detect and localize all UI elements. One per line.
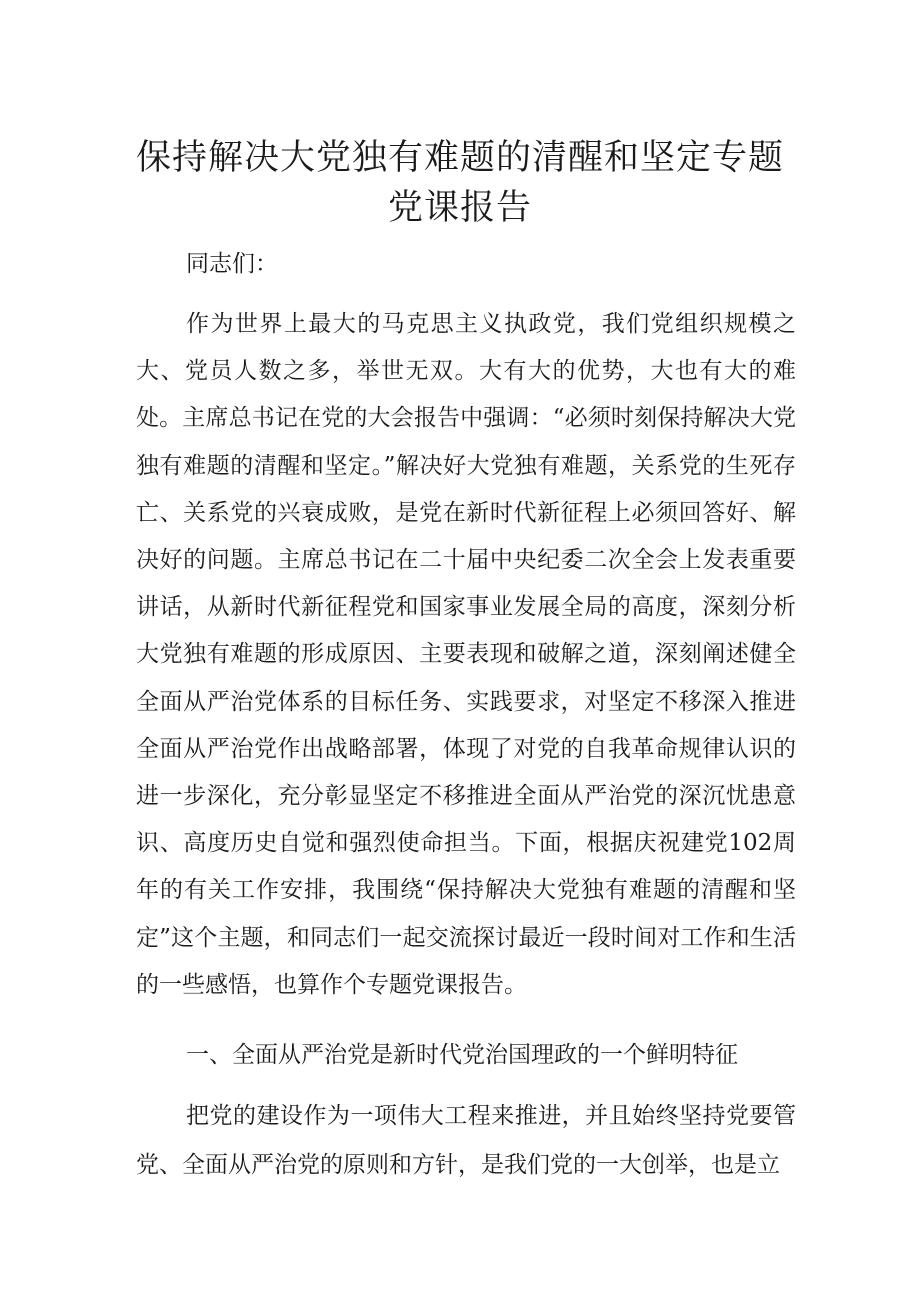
body-paragraph-intro: 作为世界上最大的马克思主义执政党，我们党组织规模之大、党员人数之多，举世无双。大有大的优势，大也有大的难处。主席总书记在党的大会报告中强调：“必须时刻保持解决大党独有难题的清醒和坚定。”解决好大党独有难题，关系党的生死存亡、关系党的兴衰成败，是党在新时代新征程上必须回答好、解决好的问题。主席总书记在二十届中央纪委二次全会上发表重要讲话，从新时代新征程党和国家事业发展全局的高度，深刻分析大党独有难题的形成原因、主要表现和破解之道，深刻阐述健全全面从严治党体系的目标任务、实践要求，对坚定不移深入推进全面从严治党作出战略部署，体现了对党的自我革命规律认识的进一步深化，充分彰显坚定不移推进全面从严治党的深沉忧患意识、高度历史自觉和强烈使命担当。下面，根据庆祝建党102周年的有关工作安排，我围绕“保持解决大党独有难题的清醒和坚定”这个主题，和同志们一起交流探讨最近一段时间对工作和生活的一些感悟，也算作个专题党课报告。 [136,311,796,998]
section-heading-1: 一、全面从严治党是新时代党治国理政的一个鲜明特征 [186,1042,738,1068]
document-title-line-1: 保持解决大党独有难题的清醒和坚定专题 [135,138,784,178]
salutation: 同志们： [186,251,278,277]
body-paragraph-section-1: 把党的建设作为一项伟大工程来推进，并且始终坚持党要管党、全面从严治党的原则和方针，是我们党的一大创举，也是立 [136,1103,796,1178]
document-title-line-2: 党课报告 [387,188,532,228]
